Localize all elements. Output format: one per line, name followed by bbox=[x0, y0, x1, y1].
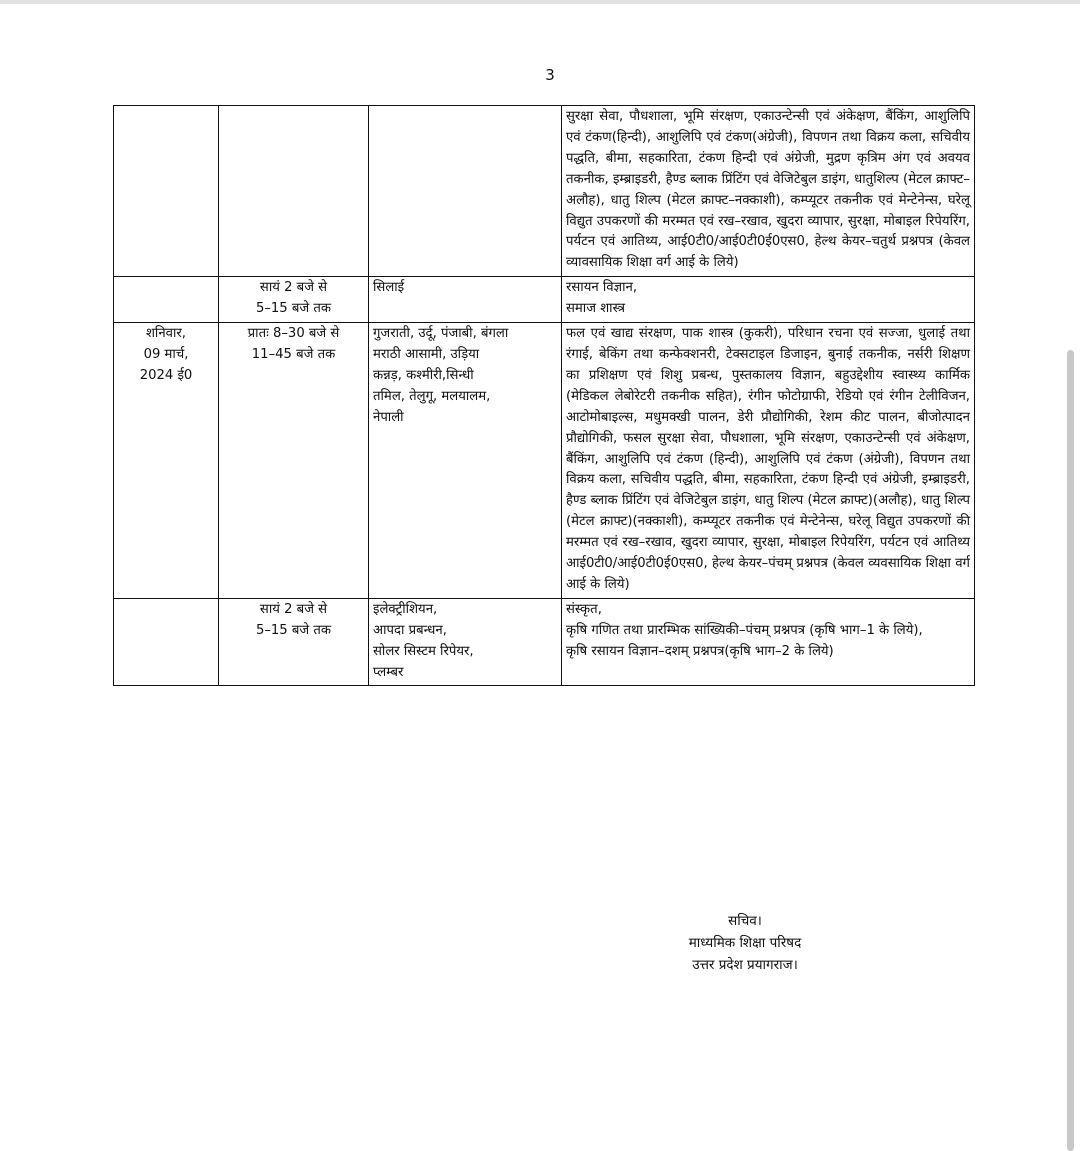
subjects-cell bbox=[369, 106, 562, 277]
signature-block bbox=[660, 910, 830, 976]
time-cell bbox=[219, 277, 369, 323]
subject-item: समाज शास्त्र bbox=[566, 301, 625, 317]
day-cell bbox=[114, 323, 219, 599]
vocational-subjects-cell: फल एवं खाद्य संरक्षण, पाक शास्त्र (कुकरी), परिधान रचना एवं सज्जा, धुलाई तथा रंगाई, बेकिंग तथा कन्फेक्शनरी, टेक्सटाइल डिजाइन, बुनाई तकनीक, नर्सरी शिक्षण का प्रशिक्षण एवं शिशु प्रबन्ध, पुस्तकालय विज्ञान, बहुउद्देशीय स्वास्थ्य कार्मिक (मेडिकल लेबोरेटरी तकनीक सहित), रंगीन फोटोग्राफी, रेडियो एवं रंगीन टेलीविजन, आटोमोबाइल्स, मधुमक्खी पालन, डेरी प्रौद्योगिकी, रेशम कीट पालन, बीजोत्पादन प्रौद्योगिकी, फसल सुरक्षा सेवा, पौधशाला, भूमि संरक्षण, एकाउन्टेन्सी एवं अंकेक्षण, बैंकिंग, आशुलिपि एवं टंकण (हिन्दी), आशुलिपि एवं टंकण (अंग्रेजी), विपणन तथा विक्रय कला, सचिवीय पद्धति, बीमा, सहकारिता, टंकण हिन्दी एवं अंग्रेजी, इम्ब्राइडरी, हैण्ड ब्लाक प्रिंटिंग एवं वेजिटेबुल डाइंग, धातु शिल्प (मेटल क्राफ्ट)(अलौह), धातु शिल्प (मेटल क्राफ्ट)(नक्काशी), कम्प्यूटर तकनीक एवं मेन्टेनेन्स, घरेलू विद्युत उपकरणों की मरम्मत एवं रख–रखाव, खुदरा व्यापार, सुरक्षा, मोबाइल रिपेयरिंग, पर्यटन एवं आतिथ्य आई0टी0/आई0टी0ई0एस0, हेल्थ केयर–पंचम् प्रश्नपत्र (केवल व्यवसायिक शिक्षा वर्ग आई के लिये) bbox=[562, 323, 975, 599]
subjects-cell bbox=[369, 598, 562, 686]
viewer-top-strip bbox=[0, 0, 1080, 4]
time-end: 5–15 बजे तक bbox=[255, 622, 332, 638]
subject-item: इलेक्ट्रीशियन, bbox=[373, 601, 438, 617]
signatory-place: उत्तर प्रदेश प्रयागराज। bbox=[692, 957, 798, 973]
subject-item: कन्नड़, कश्मीरी,सिन्धी bbox=[373, 367, 474, 383]
time-cell bbox=[219, 598, 369, 686]
table-row bbox=[114, 277, 975, 323]
table-row bbox=[114, 106, 975, 277]
table-row bbox=[114, 323, 975, 599]
subject-item: प्लम्बर bbox=[373, 664, 404, 680]
exam-schedule-table bbox=[113, 105, 975, 686]
subject-item: रसायन विज्ञान, bbox=[566, 280, 638, 296]
signatory-board: माध्यमिक शिक्षा परिषद bbox=[688, 935, 802, 951]
subject-item: सोलर सिस्टम रिपेयर, bbox=[373, 643, 474, 659]
vocational-subjects-cell: सुरक्षा सेवा, पौधशाला, भूमि संरक्षण, एकाउन्टेन्सी एवं अंकेक्षण, बैंकिंग, आशुलिपि एवं टंकण(हिन्दी), आशुलिपि एवं टंकण(अंग्रेजी), विपणन तथा विक्रय कला, सचिवीय पद्धति, बीमा, सहकारिता, टंकण हिन्दी एवं अंग्रेजी, मुद्रण कृत्रिम अंग एवं अवयव तकनीक, इम्ब्राइडरी, हैण्ड ब्लाक प्रिंटिंग एवं वेजिटेबुल डाइंग, धातुशिल्प (मेटल क्राफ्ट–अलौह), धातु शिल्प (मेटल क्राफ्ट–नक्काशी), कम्प्यूटर तकनीक एवं मेन्टेनेन्स, घरेलू विद्युत उपकरणों की मरम्मत एवं रख–रखाव, खुदरा व्यापार, सुरक्षा, मोबाइल रिपेयरिंग, पर्यटन एवं आतिथ्य, आई0टी0/आई0टी0ई0एस0, हेल्थ केयर–चतुर्थ प्रश्नपत्र (केवल व्यावसायिक शिक्षा वर्ग आई के लिये) bbox=[562, 106, 975, 277]
day-cell bbox=[114, 598, 219, 686]
time-start: सायं 2 बजे से bbox=[259, 601, 328, 617]
table-row bbox=[114, 598, 975, 686]
day-name: शनिवार, bbox=[145, 326, 187, 342]
day-cell bbox=[114, 106, 219, 277]
subject-item: संस्कृत, bbox=[566, 601, 602, 617]
subject-item: मराठी आसामी, उड़िया bbox=[373, 346, 480, 362]
subject-item: तमिल, तेलुगू, मलयालम, bbox=[373, 388, 491, 404]
day-cell bbox=[114, 277, 219, 323]
day-date: 09 मार्च, bbox=[143, 346, 189, 362]
subject-item: नेपाली bbox=[373, 409, 404, 425]
time-end: 11–45 बजे तक bbox=[251, 346, 336, 362]
time-start: सायं 2 बजे से bbox=[259, 280, 328, 296]
document-page bbox=[0, 4, 1080, 1151]
time-end: 5–15 बजे तक bbox=[255, 301, 332, 317]
time-start: प्रातः 8–30 बजे से bbox=[247, 326, 340, 342]
subject-item: कृषि गणित तथा प्रारम्भिक सांख्यिकी–पंचम् प्रश्नपत्र (कृषि भाग–1 के लिये), bbox=[566, 622, 923, 638]
subject-item: कृषि रसायन विज्ञान–दशम् प्रश्नपत्र(कृषि भाग–2 के लिये) bbox=[566, 643, 834, 659]
vocational-subjects-cell bbox=[562, 598, 975, 686]
signatory-title: सचिव। bbox=[728, 913, 762, 929]
time-cell bbox=[219, 323, 369, 599]
vocational-subjects-cell bbox=[562, 277, 975, 323]
subject-item: गुजराती, उर्दू, पंजाबी, बंगला bbox=[373, 326, 509, 342]
subject-item: सिलाई bbox=[373, 280, 405, 296]
subjects-cell bbox=[369, 323, 562, 599]
vertical-scrollbar[interactable] bbox=[1067, 350, 1074, 1151]
subject-item: आपदा प्रबन्धन, bbox=[373, 622, 447, 638]
page-number: 3 bbox=[545, 66, 555, 84]
day-year: 2024 ई0 bbox=[139, 367, 193, 383]
time-cell bbox=[219, 106, 369, 277]
subjects-cell bbox=[369, 277, 562, 323]
